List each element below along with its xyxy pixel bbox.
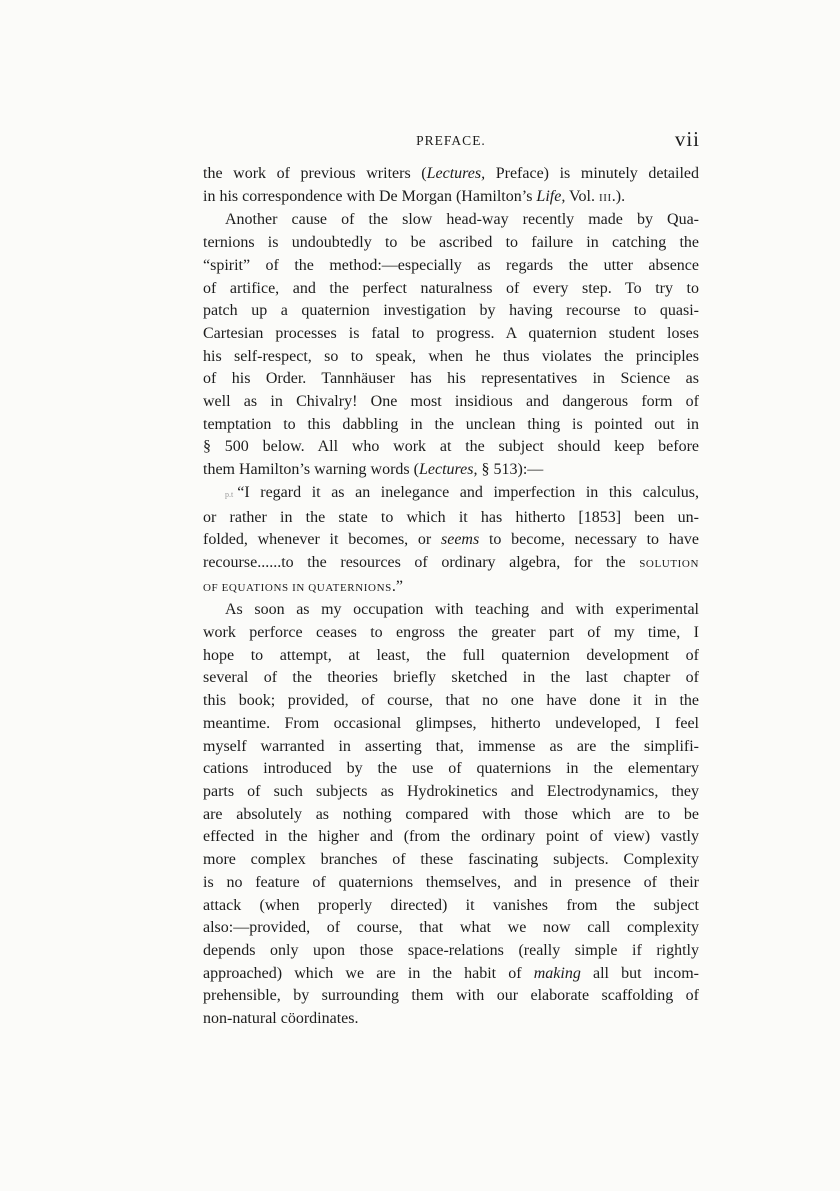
text-run: Another cause of the slow head-way recently made by Qua- — [225, 211, 699, 229]
text-run: work perforce ceases to engross the greater part of my time, I — [203, 624, 699, 642]
text-line — [203, 849, 699, 872]
text-run: ternions is undoubtedly to be ascribed to failure in catching the — [203, 234, 699, 252]
text-line — [203, 163, 699, 186]
text-line — [203, 391, 699, 414]
running-header — [202, 127, 700, 157]
text-run: .” — [391, 577, 403, 595]
italic-run: making — [533, 964, 581, 982]
text-line — [203, 758, 699, 781]
text-line — [203, 963, 699, 986]
text-run: .). — [611, 187, 626, 205]
body-text — [203, 163, 699, 1031]
text-line — [203, 255, 699, 278]
text-run: Cartesian processes is fatal to progress. A quaternion student loses — [203, 324, 699, 342]
text-run: more complex branches of these fascinating subjects. Complexity — [203, 851, 699, 869]
marginal-mark: p.t — [225, 489, 234, 499]
small-caps-run: SOLUTION — [639, 557, 699, 570]
text-line — [203, 323, 699, 346]
text-line — [203, 781, 699, 804]
text-run: of his Order. Tannhäuser has his representatives in Science as — [203, 370, 699, 388]
text-run: parts of such subjects as Hydrokinetics and Electrodynamics, they — [203, 782, 699, 800]
text-run: in his correspondence with De Morgan (Hamilton’s — [203, 187, 537, 205]
text-run: temptation to this dabbling in the unclean thing is pointed out in — [203, 415, 699, 433]
text-run: several of the theories briefly sketched in the last chapter of — [203, 669, 699, 687]
text-run: of artifice, and the perfect naturalness of every step. To try to — [203, 279, 699, 297]
small-caps-run: III — [598, 191, 612, 204]
text-line — [203, 507, 699, 530]
text-run: his self-respect, so to speak, when he thus violates the principles — [203, 347, 699, 365]
text-line — [203, 346, 699, 369]
text-run: effected in the higher and (from the ordinary point of view) vastly — [203, 828, 699, 846]
text-line — [203, 713, 699, 736]
text-line — [203, 940, 699, 963]
text-run: folded, whenever it becomes, or — [203, 531, 441, 549]
text-line — [203, 576, 699, 600]
text-run: Vol. — [565, 187, 599, 205]
text-run: prehensible, by surrounding them with our elaborate scaffolding of — [203, 987, 699, 1005]
text-line — [203, 232, 699, 255]
text-run: also:—provided, of course, that what we now call complexity — [203, 919, 699, 937]
text-line — [203, 917, 699, 940]
italic-run: Lectures, — [418, 461, 478, 479]
small-caps-run: OF EQUATIONS IN QUATERNIONS — [203, 581, 392, 594]
text-run: to become, necessary to have — [479, 531, 699, 549]
text-line — [203, 209, 699, 232]
text-line — [203, 436, 699, 459]
text-line — [203, 985, 699, 1008]
text-line — [203, 826, 699, 849]
italic-run: seems — [441, 531, 480, 549]
text-line — [203, 645, 699, 668]
text-run: § 500 below. All who work at the subject should keep before — [203, 438, 699, 456]
page-number: vii — [674, 127, 700, 151]
text-run: non-natural cöordinates. — [203, 1010, 359, 1028]
text-line — [203, 529, 699, 552]
text-line — [203, 895, 699, 918]
text-line — [203, 482, 699, 507]
text-run: all but incom- — [580, 964, 699, 982]
text-run: or rather in the state to which it has hitherto [1853] been un- — [203, 508, 699, 526]
text-line — [203, 690, 699, 713]
text-line — [203, 459, 699, 482]
text-run: cations introduced by the use of quaternions in the elementary — [203, 760, 699, 778]
text-line — [203, 599, 699, 622]
text-run: are absolutely as nothing compared with those which are to be — [203, 805, 699, 823]
text-run: approached) which we are in the habit of — [203, 964, 534, 982]
text-run: “spirit” of the method:—especially as regards the utter absence — [203, 256, 699, 274]
text-run: hope to attempt, at least, the full quaternion development of — [203, 646, 699, 664]
running-title: PREFACE. — [416, 133, 486, 148]
text-line — [203, 872, 699, 895]
text-line — [203, 804, 699, 827]
text-line — [203, 368, 699, 391]
text-line — [203, 667, 699, 690]
text-line — [203, 622, 699, 645]
text-run: depends only upon those space-relations (really simple if rightly — [203, 941, 699, 959]
text-run: is no feature of quaternions themselves, and in presence of their — [203, 873, 699, 891]
text-line — [203, 278, 699, 301]
text-run: “I regard it as an inelegance and imperfection in this calculus, — [237, 483, 699, 501]
text-run: § 513):— — [477, 461, 544, 479]
text-run: them Hamilton’s warning words ( — [203, 461, 419, 479]
italic-run: Lectures, — [426, 165, 486, 182]
text-run: this book; provided, of course, that no one have done it in the — [203, 692, 699, 710]
text-run: well as in Chivalry! One most insidious and dangerous form of — [203, 393, 699, 411]
italic-run: Life, — [536, 187, 566, 205]
text-run: patch up a quaternion investigation by having recourse to quasi- — [203, 302, 699, 320]
text-line — [203, 186, 699, 210]
text-run: attack (when properly directed) it vanishes from the subject — [203, 896, 699, 914]
text-line — [203, 300, 699, 323]
text-run: the work of previous writers ( — [203, 165, 427, 182]
text-run: Preface) is minutely detailed — [485, 165, 699, 182]
text-run: meantime. From occasional glimpses, hitherto undeveloped, I feel — [203, 714, 699, 732]
text-line — [203, 1008, 699, 1031]
text-line — [203, 552, 699, 576]
text-line — [203, 414, 699, 437]
text-run: As soon as my occupation with teaching and with experimental — [225, 601, 699, 619]
text-run: myself warranted in asserting that, immense as are the simplifi- — [203, 737, 699, 755]
text-run: recourse......to the resources of ordinary algebra, for the — [203, 553, 640, 571]
text-line — [203, 736, 699, 759]
